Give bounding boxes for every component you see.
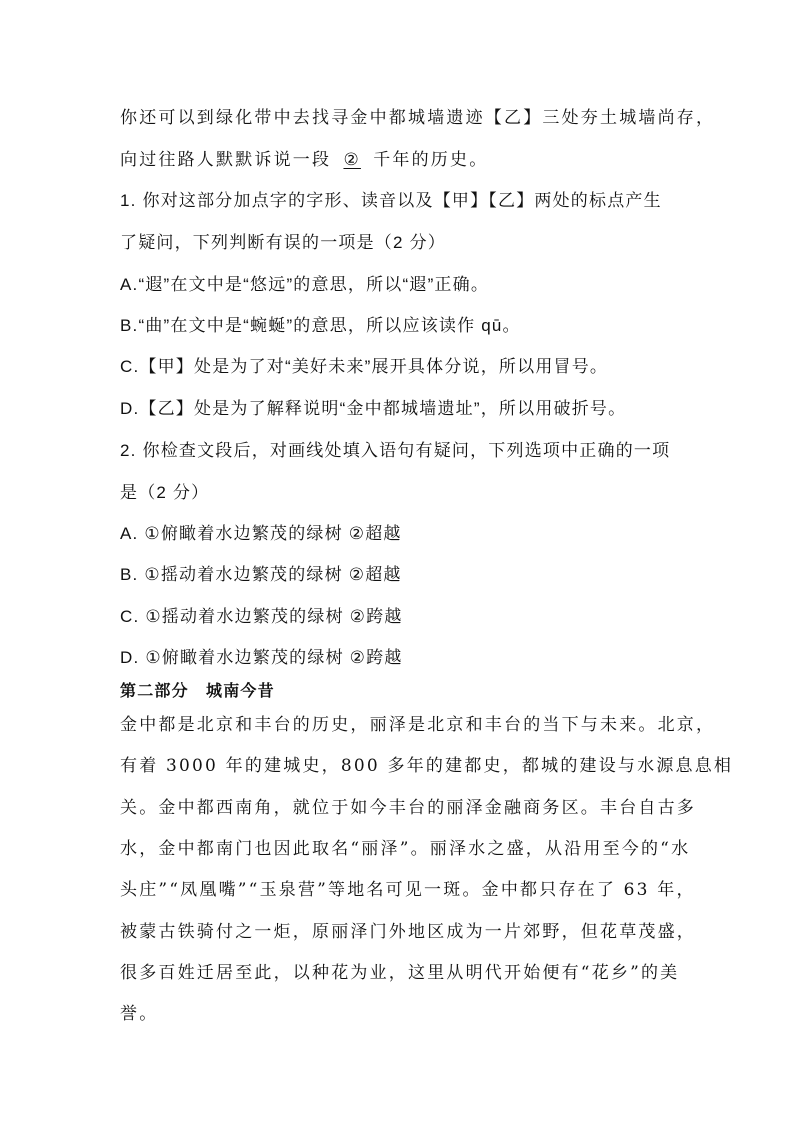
intro-line-1: 你还可以到绿化带中去找寻金中都城墙遗迹【乙】三处夯土城墙尚存， (120, 108, 716, 128)
question-1-option-a: A.“遐”在文中是“悠远”的意思，所以“遐”正确。 (120, 275, 490, 294)
question-2-option-a: A. ①俯瞰着水边繁茂的绿树 ②超越 (120, 524, 402, 543)
part-2-paragraph-line-5: 头庄”“凤凰嘴”“玉泉营”等地名可见一斑。金中都只存在了 63 年， (120, 880, 696, 900)
part-2-paragraph-line-3: 关。金中都西南角，就位于如今丰台的丽泽金融商务区。丰台自古多 (120, 798, 696, 818)
part-2-paragraph-line-1: 金中都是北京和丰台的历史，丽泽是北京和丰台的当下与未来。北京， (120, 715, 716, 735)
question-2-stem-line-2: 是（2 分） (120, 483, 210, 502)
intro-line-2 (120, 148, 488, 172)
question-1-option-c: C.【甲】处是为了对“美好未来”展开具体分说，所以用冒号。 (120, 357, 609, 376)
intro-line-2-before: 向过往路人默默诉说一段 (120, 150, 332, 170)
intro-line-2-after: 千年的历史。 (373, 150, 489, 170)
part-2-paragraph-line-4: 水，金中都南门也因此取名“丽泽”。丽泽水之盛，从沿用至今的“水 (120, 839, 691, 859)
part-2-heading: 第二部分 城南今昔 (120, 683, 275, 700)
part-2-paragraph-line-6: 被蒙古铁骑付之一炬，原丽泽门外地区成为一片郊野，但花草茂盛， (120, 922, 696, 942)
question-2-option-d: D. ①俯瞰着水边繁茂的绿树 ②跨越 (120, 648, 403, 667)
question-2-option-c: C. ①摇动着水边繁茂的绿树 ②跨越 (120, 607, 403, 626)
question-1-option-b: B.“曲”在文中是“蜿蜒”的意思，所以应该读作 qū。 (120, 316, 521, 335)
part-2-paragraph-line-2: 有着 3000 年的建城史，800 多年的建都史，都城的建设与水源息息相 (120, 756, 734, 776)
question-1-stem-line-1: 1. 你对这部分加点字的字形、读音以及【甲】【乙】两处的标点产生 (120, 191, 662, 210)
question-2-option-b: B. ①摇动着水边繁茂的绿树 ②超越 (120, 565, 402, 584)
part-2-paragraph-line-8: 誉。 (120, 1004, 159, 1024)
blank-2: ② (343, 150, 361, 170)
question-1-stem-line-2: 了疑问，下列判断有误的一项是（2 分） (120, 233, 446, 252)
part-2-paragraph-line-7: 很多百姓迁居至此，以种花为业，这里从明代开始便有“花乡”的美 (120, 963, 680, 983)
question-1-option-d: D.【乙】处是为了解释说明“金中都城墙遗址”，所以用破折号。 (120, 399, 627, 418)
question-2-stem-line-1: 2. 你检查文段后，对画线处填入语句有疑问，下列选项中正确的一项 (120, 441, 671, 460)
